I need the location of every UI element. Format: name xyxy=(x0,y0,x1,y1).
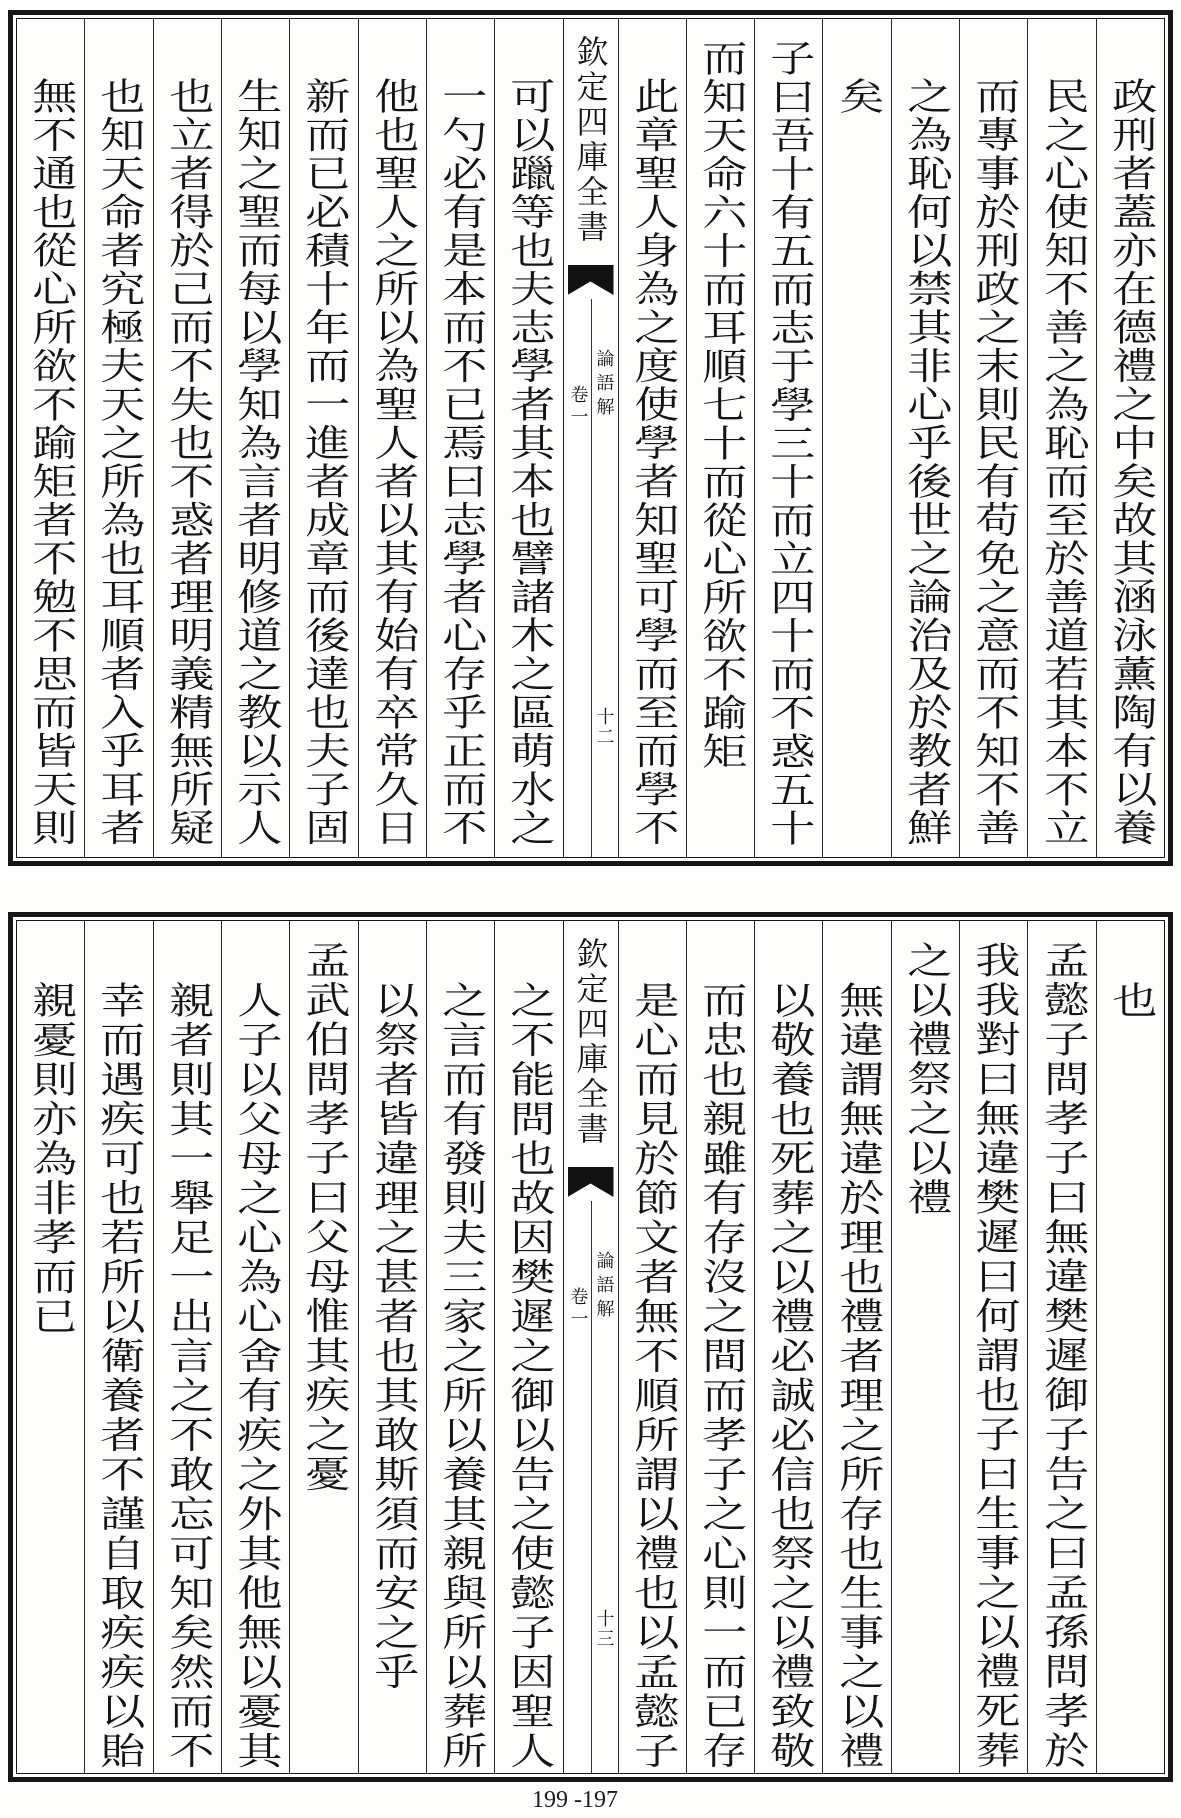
commentary-text: 新而已必積十年而一進者成章而後達也夫子固 xyxy=(297,77,351,847)
commentary-text: 可以躐等也夫志學者其本也譬諸木之區萌水之 xyxy=(502,77,556,847)
text-column xyxy=(618,921,686,1773)
center-fold-gutter xyxy=(563,921,618,1773)
text-column xyxy=(221,921,289,1773)
leaf-number: 十二 xyxy=(593,707,615,747)
center-fold-gutter xyxy=(563,19,618,857)
commentary-text: 也知天命者究極夫天之所為也耳順者入乎耳者 xyxy=(92,77,146,847)
book-title: 論語解 xyxy=(593,1251,615,1323)
fishtail-mark-icon xyxy=(568,265,614,295)
text-column xyxy=(1027,921,1095,1773)
commentary-text: 而忠也親雖有存沒之間而孝子之心則一而已存 xyxy=(694,981,747,1771)
commentary-text: 是心而見於節文者無不順所謂以禮也以孟懿子 xyxy=(625,981,679,1771)
text-column xyxy=(494,19,562,857)
text-column xyxy=(426,921,494,1773)
page-number-footer: 199 -197 xyxy=(532,1787,618,1813)
text-column xyxy=(1096,921,1164,1773)
classic-text: 我我對曰無違樊遲曰何謂也子曰生事之以禮死葬 xyxy=(967,941,1020,1771)
text-column xyxy=(494,921,562,1773)
text-column xyxy=(686,19,754,857)
text-column xyxy=(754,921,822,1773)
classic-text: 子曰吾十有五而志于學三十而立四十而不惑五十 xyxy=(762,39,816,848)
volume-label: 卷一 xyxy=(567,1287,589,1331)
leaf-number: 十三 xyxy=(593,1609,615,1649)
commentary-text: 他也聖人之所以為聖人者以其有始有卒常久日 xyxy=(365,77,419,847)
text-column xyxy=(822,19,890,857)
commentary-text: 政刑者蓋亦在德禮之中矣故其涵泳薰陶有以養 xyxy=(1104,77,1157,847)
commentary-text: 以敬養也死葬之以禮必誠必信也祭之以禮致敬 xyxy=(762,981,816,1771)
text-column xyxy=(17,921,84,1773)
text-column xyxy=(1027,19,1095,857)
commentary-text: 也立者得於己而不失也不惑者理明義精無所疑 xyxy=(161,77,214,847)
text-column xyxy=(153,19,221,857)
text-column xyxy=(289,19,357,857)
text-column xyxy=(891,19,959,857)
commentary-text: 一勺必有是本而不已焉曰志學者心存乎正而不 xyxy=(434,77,487,847)
text-column xyxy=(84,19,152,857)
text-column xyxy=(959,19,1027,857)
commentary-text: 之為恥何以禁其非心乎後世之論治及於教者鮮 xyxy=(899,77,952,847)
bottom-page-columns xyxy=(16,920,1165,1774)
fishtail-mark-icon xyxy=(568,1167,614,1197)
text-column xyxy=(686,921,754,1773)
text-column xyxy=(17,19,84,857)
classic-text: 之以禮祭之以禮 xyxy=(899,941,952,1218)
text-column xyxy=(153,921,221,1773)
volume-label: 卷一 xyxy=(567,385,589,429)
collection-title: 欽定四庫全書 xyxy=(571,35,610,245)
commentary-text: 親者則其一舉足一出言之不敢忘可知矣然而不 xyxy=(161,981,214,1771)
gutter-rule xyxy=(591,1201,592,1773)
commentary-text: 也 xyxy=(1104,981,1157,1021)
classic-text: 孟懿子問孝子曰無違樊遲御子告之曰孟孫問孝於 xyxy=(1035,941,1089,1771)
classic-text: 孟武伯問孝子曰父母惟其疾之憂 xyxy=(297,941,351,1494)
text-column xyxy=(221,19,289,857)
gutter-rule xyxy=(591,299,592,857)
bottom-page-frame xyxy=(8,912,1173,1782)
commentary-text: 以祭者皆違理之甚者也其敢斯須而安之乎 xyxy=(365,981,419,1692)
text-column xyxy=(959,921,1027,1773)
commentary-text: 之不能問也故因樊遲之御以告之使懿子因聖人 xyxy=(502,981,556,1771)
commentary-text: 生知之聖而每以學知為言者明修道之教以示人 xyxy=(229,77,282,847)
commentary-text: 親憂則亦為非孝而已 xyxy=(24,981,77,1337)
commentary-text: 幸而遇疾可也若所以衛養者不謹自取疾疾以貽 xyxy=(92,981,146,1771)
text-column xyxy=(618,19,686,857)
commentary-text: 人子以父母之心為心舍有疾之外其他無以憂其 xyxy=(229,981,282,1771)
text-column xyxy=(754,19,822,857)
top-page-columns xyxy=(16,18,1165,858)
text-column xyxy=(84,921,152,1773)
text-column xyxy=(358,19,426,857)
commentary-text: 民之心使知不善之為恥而至於善道若其本不立 xyxy=(1035,77,1089,847)
commentary-text: 無不通也從心所欲不踰矩者不勉不思而皆天則 xyxy=(24,77,77,847)
commentary-text: 之言而有發則夫三家之所以養其親與所以葬所 xyxy=(434,981,487,1771)
text-column xyxy=(426,19,494,857)
top-page-frame xyxy=(8,10,1173,866)
text-column xyxy=(822,921,890,1773)
text-column xyxy=(289,921,357,1773)
text-column xyxy=(1096,19,1164,857)
commentary-text: 此章聖人身為之度使學者知聖可學而至而學不 xyxy=(625,77,679,847)
text-column xyxy=(358,921,426,1773)
commentary-text: 而專事於刑政之末則民有苟免之意而不知不善 xyxy=(967,77,1020,847)
classic-text: 而知天命六十而耳順七十而從心所欲不踰矩 xyxy=(694,39,747,771)
commentary-text: 無違謂無違於理也禮者理之所存也生事之以禮 xyxy=(830,981,884,1771)
book-title: 論語解 xyxy=(593,349,615,421)
collection-title: 欽定四庫全書 xyxy=(571,937,610,1147)
text-column xyxy=(891,921,959,1773)
commentary-text: 矣 xyxy=(830,77,884,116)
